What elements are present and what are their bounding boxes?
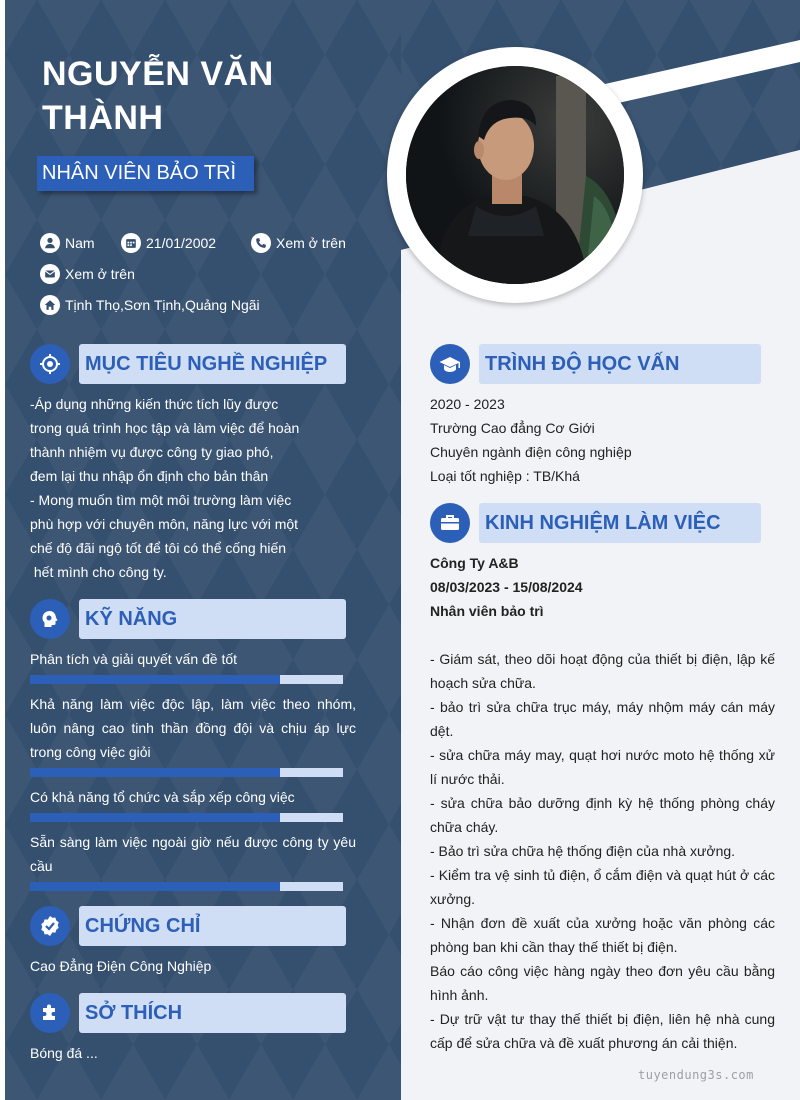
candidate-name: NGUYỄN VĂN THÀNH [42,55,274,137]
target-icon [30,344,70,384]
hobby-item: Bóng đá ... [30,1045,98,1061]
skill-label: Khả năng làm việc độc lập, làm việc theo nhóm, luôn nâng cao tinh thần đồng đội và chịu áp lực trong công việc giỏi [30,696,356,760]
certificates-heading: CHỨNG CHỈ [79,906,346,946]
info-email [40,264,135,284]
skill-level-fill [30,813,280,822]
objective-line: đem lại thu nhập ổn định cho bản thân [30,468,269,484]
experience-duty: - sửa chữa bảo dưỡng định kỳ hệ thống phòng cháy chữa cháy. [430,795,775,835]
experience-duty: - Giám sát, theo dõi hoạt động của thiết bị điện, lập kế hoạch sửa chữa. [430,651,775,691]
experience-duty: - Bảo trì sửa chữa hệ thống điện của nhà xưởng. [430,843,736,859]
phone-icon [251,233,271,253]
skill-label: Phân tích và giải quyết vấn đề tốt [30,651,238,667]
address-value: Tịnh Thọ,Sơn Tịnh,Quảng Ngãi [65,297,260,313]
education-major: Chuyên ngành điện công nghiệp [430,444,632,460]
education-heading: TRÌNH ĐỘ HỌC VẤN [479,344,761,384]
email-value: Xem ở trên [65,266,135,282]
objective-line: trong quá trình học tập và làm việc để hoàn [30,420,300,436]
experience-position: Nhân viên bảo trì [430,603,544,619]
brain-icon [30,599,70,639]
phone-value: Xem ở trên [276,235,346,251]
watermark: tuyendung3s.com [638,1068,754,1082]
skill-level-fill [30,675,280,684]
graduation-cap-icon [430,344,470,384]
skill-level-bar [30,882,343,891]
calendar-icon [121,233,141,253]
experience-duty: - Nhận đơn đề xuất của xưởng hoặc văn phòng các phòng ban khi cần thay thế thiết bị điện. [430,915,775,955]
user-icon [40,233,60,253]
home-icon [40,295,60,315]
skill-level-fill [30,768,280,777]
experience-heading: KINH NGHIỆM LÀM VIỆC [479,503,761,543]
objective-line: - Mong muốn tìm một môi trường làm việc [30,492,292,508]
objective-line: chế độ đãi ngộ tốt để tôi có thể cống hiến [30,540,287,556]
skill-level-bar [30,813,343,822]
puzzle-icon [30,993,70,1033]
skill-label: Có khả năng tổ chức và sắp xếp công việc [30,789,295,805]
dob-value: 21/01/2002 [146,235,217,251]
experience-duty: Báo cáo công việc hàng ngày theo đơn yêu cầu bằng hình ảnh. [430,963,775,1003]
objective-line: -Áp dụng những kiến thức tích lũy được [30,396,279,412]
info-address [40,295,260,315]
avatar [406,66,624,284]
skills-heading: KỸ NĂNG [79,599,346,639]
objective-text [30,392,370,584]
job-title-badge: NHÂN VIÊN BẢO TRÌ [37,156,254,191]
skill-level-fill [30,882,280,891]
skill-level-bar [30,675,343,684]
certificate-item: Cao Đẳng Điện Công Nghiệp [30,958,212,974]
education-grade: Loại tốt nghiệp : TB/Khá [430,468,580,484]
hobbies-heading: SỞ THÍCH [79,993,346,1033]
envelope-icon [40,264,60,284]
experience-duty: - Dự trữ vật tư thay thế thiết bị điện, liên hệ nhà cung cấp để sửa chữa và đề xuất phương án cải thiện. [430,1011,775,1051]
briefcase-icon [430,503,470,543]
gender-value: Nam [65,235,95,251]
badge-check-icon [30,906,70,946]
education-school: Trường Cao đẳng Cơ Giới [430,420,595,436]
info-gender [40,233,95,253]
experience-duty: - bảo trì sửa chữa trục máy, máy nhộm máy cán máy dệt. [430,699,775,739]
experience-company: Công Ty A&B [430,555,519,571]
info-phone [251,233,346,253]
objective-line: hết mình cho công ty. [30,564,167,580]
skill-label: Sẵn sàng làm việc ngoài giờ nếu được công ty yêu cầu [30,834,356,874]
education-period: 2020 - 2023 [430,396,505,412]
objective-heading: MỤC TIÊU NGHỀ NGHIỆP [79,344,346,384]
experience-duty: - Kiểm tra vệ sinh tủ điện, ổ cắm điện và quạt hút ở các xưởng. [430,867,775,907]
skill-level-bar [30,768,343,777]
info-dob [121,233,216,253]
objective-line: phù hợp với chuyên môn, năng lực với một [30,516,299,532]
objective-line: thành nhiệm vụ được công ty giao phó, [30,444,274,460]
experience-period: 08/03/2023 - 15/08/2024 [430,579,583,595]
experience-duty: - sửa chữa máy may, quạt hơi nước moto hệ thống xử lí nước thải. [430,747,775,787]
